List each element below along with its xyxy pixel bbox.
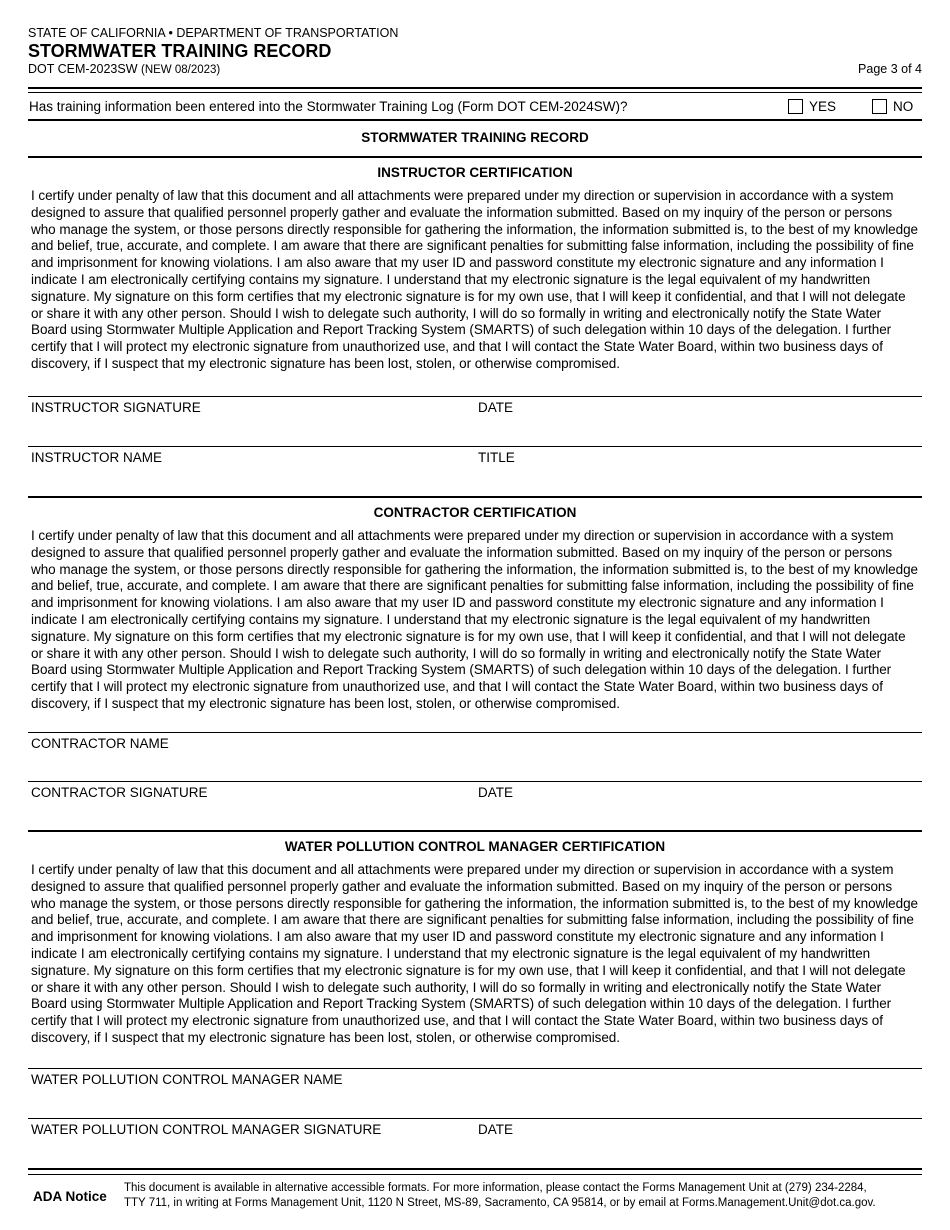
section-title: STORMWATER TRAINING RECORD bbox=[361, 130, 589, 145]
form-revision: (NEW 08/2023) bbox=[141, 64, 221, 76]
ada-text bbox=[124, 1181, 876, 1211]
yes-checkbox[interactable] bbox=[788, 99, 872, 114]
checkbox-icon[interactable] bbox=[788, 99, 803, 114]
form-page bbox=[28, 26, 922, 1211]
contractor-name-field[interactable]: CONTRACTOR NAME bbox=[31, 736, 169, 751]
wpcm-signature-field[interactable]: WATER POLLUTION CONTROL MANAGER SIGNATURE bbox=[31, 1122, 382, 1137]
divider bbox=[28, 87, 922, 89]
ada-line: This document is available in alternative accessible formats. For more information, please contact the Forms Management Unit at (279) 234-2284, bbox=[124, 1182, 867, 1194]
instructor-signature-row bbox=[28, 396, 922, 446]
ada-notice bbox=[28, 1174, 922, 1211]
instructor-date-field[interactable]: DATE bbox=[478, 400, 514, 415]
form-number bbox=[28, 62, 220, 78]
contractor-certification-text: I certify under penalty of law that this document and all attachments were prepared under my direction or supervision in accordance with a system designed to assure that qualified personnel properly gather and evaluate the information submitted. Based on my inquiry of the person or persons who manage the system, or those persons directly responsible for gathering the information, the information submitted is, to the best of my knowledge and belief, true, accurate, and complete. I am aware that there are significant penalties for submitting false information, including the possibility of fine and imprisonment for knowing violations. I am also aware that my user ID and password constitute my electronic signature and any information I indicate I am electronically certifying contains my signature. I understand that my electronic signature is the legal equivalent of my handwritten signature. My signature on this form certifies that my electronic signature is for my own use, that I will keep it confidential, and that I will not delegate or share it with any other person. Should I wish to delegate such authority, I will do so formally in writing and electronically notify the State Water Board using Stormwater Multiple Application and Report Tracking System (SMARTS) of such delegation within 10 days of the delegation. I further certify that I will protect my electronic signature from unauthorized use, and that I will contact the State Water Board, within two business days of discovery, if I suspect that my electronic signature has been lost, stolen, or otherwise compromised. bbox=[31, 528, 919, 711]
contractor-name-row bbox=[28, 732, 922, 781]
contractor-signature-field[interactable]: CONTRACTOR SIGNATURE bbox=[31, 785, 208, 800]
wpcm-name-field[interactable]: WATER POLLUTION CONTROL MANAGER NAME bbox=[31, 1072, 343, 1087]
wpcm-signature-row bbox=[28, 1118, 922, 1168]
wpcm-certification-title: WATER POLLUTION CONTROL MANAGER CERTIFICATION bbox=[284, 839, 666, 854]
checkbox-icon[interactable] bbox=[872, 99, 887, 114]
ada-line: TTY 711, in writing at Forms Management Unit, 1120 N Street, MS-89, Sacramento, CA 95814, or by email at Forms.Management.Unit@dot.ca.gov. bbox=[124, 1197, 876, 1209]
form-number-row bbox=[28, 62, 922, 78]
yes-label: YES bbox=[809, 98, 837, 114]
no-checkbox[interactable] bbox=[872, 99, 922, 114]
agency-header: STATE OF CALIFORNIA • DEPARTMENT OF TRANSPORTATION bbox=[28, 26, 399, 40]
contractor-certification-title: CONTRACTOR CERTIFICATION bbox=[373, 505, 577, 520]
wpcm-name-row bbox=[28, 1068, 922, 1118]
instructor-certification-text: I certify under penalty of law that this document and all attachments were prepared under my direction or supervision in accordance with a system designed to assure that qualified personnel properly gather and evaluate the information submitted. Based on my inquiry of the person or persons who manage the system, or those persons directly responsible for gathering the information, the information submitted is, to the best of my knowledge and belief, true, accurate, and complete. I am aware that there are significant penalties for submitting false information, including the possibility of fine and imprisonment for knowing violations. I am also aware that my user ID and password constitute my electronic signature and any information I indicate I am electronically certifying contains my signature. I understand that my electronic signature is the legal equivalent of my handwritten signature. My signature on this form certifies that my electronic signature is for my own use, that I will keep it confidential, and that I will not delegate or share it with any other person. Should I wish to delegate such authority, I will do so formally in writing and electronically notify the State Water Board using Stormwater Multiple Application and Report Tracking System (SMARTS) of such delegation within 10 days of the delegation. I further certify that I will protect my electronic signature from unauthorized use, and that I will contact the State Water Board, within two business days of discovery, if I suspect that my electronic signature has been lost, stolen, or otherwise compromised. bbox=[31, 188, 919, 371]
instructor-title-field[interactable]: TITLE bbox=[478, 450, 515, 465]
divider bbox=[28, 1168, 922, 1170]
instructor-signature-field[interactable]: INSTRUCTOR SIGNATURE bbox=[31, 400, 201, 415]
question-text: Has training information been entered into the Stormwater Training Log (Form DOT CEM-2024SW)? bbox=[29, 98, 628, 114]
form-title: STORMWATER TRAINING RECORD bbox=[28, 41, 332, 61]
ada-heading: ADA Notice bbox=[33, 1188, 107, 1204]
instructor-name-row bbox=[28, 446, 922, 496]
page-number: Page 3 of 4 bbox=[858, 62, 922, 76]
form-id: DOT CEM-2023SW bbox=[28, 62, 138, 76]
instructor-name-field[interactable]: INSTRUCTOR NAME bbox=[31, 450, 163, 465]
contractor-signature-row bbox=[28, 781, 922, 830]
contractor-date-field[interactable]: DATE bbox=[478, 785, 514, 800]
instructor-certification-title: INSTRUCTOR CERTIFICATION bbox=[377, 165, 573, 180]
wpcm-certification-text: I certify under penalty of law that this document and all attachments were prepared under my direction or supervision in accordance with a system designed to assure that qualified personnel properly gather and evaluate the information submitted. Based on my inquiry of the person or persons who manage the system, or those persons directly responsible for gathering the information, the information submitted is, to the best of my knowledge and belief, true, accurate, and complete. I am aware that there are significant penalties for submitting false information, including the possibility of fine and imprisonment for knowing violations. I am also aware that my user ID and password constitute my electronic signature and any information I indicate I am electronically certifying contains my signature. I understand that my electronic signature is the legal equivalent of my handwritten signature. My signature on this form certifies that my electronic signature is for my own use, that I will keep it confidential, and that I will not delegate or share it with any other person. Should I wish to delegate such authority, I will do so formally in writing and electronically notify the State Water Board using Stormwater Multiple Application and Report Tracking System (SMARTS) of such delegation within 10 days of the delegation. I further certify that I will protect my electronic signature from unauthorized use, and that I will contact the State Water Board, within two business days of discovery, if I suspect that my electronic signature has been lost, stolen, or otherwise compromised. bbox=[31, 862, 919, 1045]
wpcm-date-field[interactable]: DATE bbox=[478, 1122, 514, 1137]
training-log-question bbox=[28, 92, 922, 119]
no-label: NO bbox=[893, 98, 914, 114]
